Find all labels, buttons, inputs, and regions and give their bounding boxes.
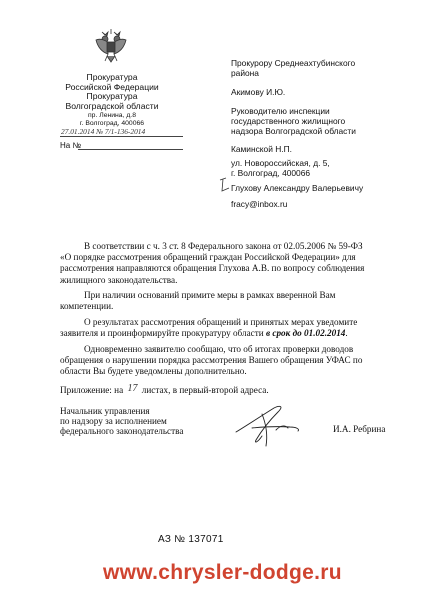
body-line: В соответствии с ч. 3 ст. 8 Федерального закона от 02.05.2006 № 59-ФЗ (84, 241, 363, 251)
addressee-name: Глухову Александру Валерьевичу (231, 183, 364, 193)
sender-organization (60, 73, 164, 111)
addressee-line: Прокурору Среднеахтубинского (231, 58, 356, 68)
body-line: О результатах рассмотрения обращений и принятых мерах уведомите (84, 317, 358, 327)
addressee-line: государственного жилищного (231, 116, 346, 126)
addressee-email: fracy@inbox.ru (231, 199, 288, 209)
body-line: области Вы будете уведомлены дополнительно. (60, 366, 247, 377)
sender-address-line: пр. Ленина, д.8 (88, 112, 136, 119)
body-line: обращения о нарушении порядка рассмотрения Вашего обращения УФАС по (60, 355, 363, 366)
signatory-title-line: Начальник управления (60, 406, 150, 416)
deadline-text: в срок до 01.02.2014 (265, 328, 346, 339)
body-text: . (345, 328, 348, 339)
body-paragraph-1 (60, 241, 398, 286)
handwritten-signature (232, 400, 304, 452)
signatory-name: И.А. Ребрина (333, 424, 386, 434)
addressee-3 (231, 158, 363, 209)
attachment-suffix: листах, в первый-второй адреса. (141, 385, 269, 395)
body-paragraph-4 (60, 344, 398, 378)
signatory-title-line: по надзору за исполнением (60, 416, 167, 427)
attachment-line (60, 385, 269, 396)
body-line: рассмотрения направляются обращения Глухова А.В. по вопросу соблюдения (60, 263, 365, 274)
sender-org-line: Волгоградской области (65, 100, 159, 111)
addressee-1 (231, 58, 355, 97)
form-serial-number: АЗ № 137071 (158, 534, 224, 545)
signatory-title-line: федерального законодательства (60, 426, 184, 437)
sender-org-line: Прокуратура (86, 91, 138, 102)
incoming-ref-underline (78, 149, 183, 150)
outgoing-reference-handwritten: 27.01.2014 № 7/1-136-2014 (61, 127, 146, 136)
attachment-prefix: Приложение: на (60, 385, 124, 395)
addressee-name: Акимову И.Ю. (231, 87, 286, 97)
incoming-reference-label: На № (60, 141, 82, 150)
body-line: Одновременно заявителю сообщаю, что об итогах проверки доводов (84, 344, 354, 354)
coat-of-arms-emblem (92, 28, 130, 66)
signatory-title (60, 406, 183, 437)
body-line: «О порядке рассмотрения обращений граждан Российской Федерации» для (60, 252, 356, 263)
body-paragraph-2 (60, 290, 398, 312)
body-paragraph-3 (60, 317, 398, 339)
body-line: При наличии оснований примите меры в рамках вверенной Вам (84, 290, 336, 300)
handwritten-mark-icon (218, 176, 232, 194)
addressee-line: надзора Волгоградской области (231, 126, 356, 136)
watermark-url: www.chrysler-dodge.ru (103, 561, 342, 584)
attachment-count-handwritten: 17 (127, 383, 138, 394)
sender-address-line: г. Волгоград, 400066 (79, 119, 145, 127)
body-text: заявителя и проинформируйте прокуратуру области (60, 328, 266, 339)
sender-org-line: Прокуратура (86, 72, 138, 82)
addressee-name: Каминской Н.П. (231, 144, 292, 154)
outgoing-ref-underline (60, 136, 183, 137)
addressee-2 (231, 106, 356, 154)
addressee-line: Руководителю инспекции (231, 106, 330, 116)
body-line: компетенции. (60, 301, 114, 312)
sender-org-line: Российской Федерации (65, 81, 159, 92)
addressee-line: ул. Новороссийская, д. 5, (231, 158, 330, 168)
addressee-line: района (231, 68, 259, 78)
addressee-line: г. Волгоград, 400066 (231, 168, 311, 178)
body-line: жилищного законодательства. (60, 274, 178, 285)
body-line (60, 328, 398, 339)
sender-address (60, 112, 164, 128)
